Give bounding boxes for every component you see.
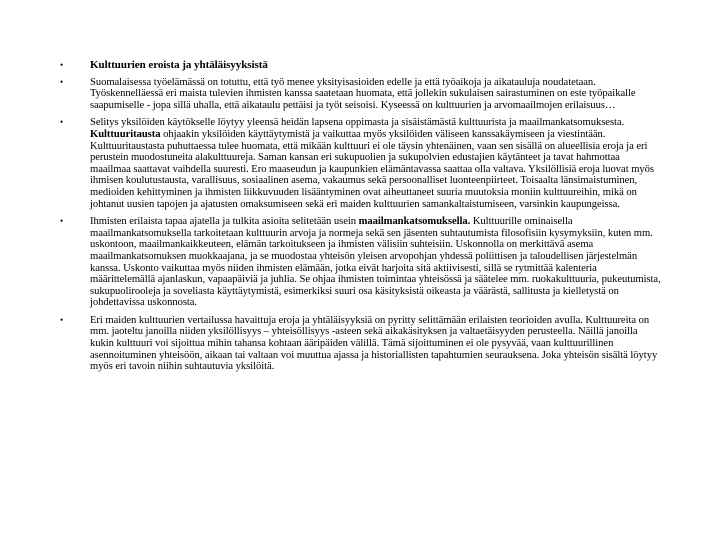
list-item bbox=[60, 315, 662, 373]
list-item bbox=[60, 60, 662, 72]
paragraph-text: ohjaakin yksilöiden käyttäytymistä ja vaikuttaa myös yksilöiden väliseen kanssakäymiseen ja viestintään. Kulttuuritaustasta puhuttaessa tulee huomata, että mikään kulttuuri ei ole täysin yhtenäinen, vaan sen sisällä on alueellisia eroja ja eri perustein muodostuneita alakulttuureja. Saman kansan eri sukupuolien ja sukupolvien edustajien käytänteet ja tavat hahmottaa maailmaa saattavat vaihdella suuresti. Ero maaseudun ja kaupunkien elämäntavassa saattaa olla valtava. Yksilöllisiä eroja luovat myös ihmisen koulutustausta, varallisuus, sosiaalinen asema, vakaumus sekä persoonalliset luonteenpiirteet. Toisaalta länsimaistuminen, medioiden kehittyminen ja ihmisten liikkuvuuden lisääntyminen ovat aiheuttaneet suuria muutoksia moniin kulttuureihin, mikä on johtanut uusien tapojen ja ajatusten omaksumiseen sekä eri maiden kulttuurien samankaltaistumiseen, varsinkin kaupungeissa. bbox=[90, 128, 654, 210]
list-item bbox=[60, 117, 662, 210]
paragraph-text: Kulttuurille ominaisella maailmankatsomuksella tarkoitetaan kulttuurin arvoja ja normeja sekä sen jäsenten suhtautumista filosofisiin kysymyksiin, kuten mm. uskontoon, maailmankaikkeuteen, elämän tarkoitukseen ja ihmisten välisiin suhteisiin. Uskonnolla on merkittävä asema maailmankatsomuksen muokkaajana, ja se muodostaa yhteisön yleisen arvopohjan yhdessä poliittisen ja taloudellisen järjestelmän kanssa. Uskonto vaikuttaa myös niiden ihmisten elämään, jotka eivät harjoita sitä aktiivisesti, sillä se rytmittää kalenteria määrittelemällä ajanlaskun, vapaapäiviä ja juhlia. Se ohjaa ihmisten toimintaa yhteisössä ja säätelee mm. ruokakulttuuria, pukeutumista, sukupuolirooleja ja soveliasta käyttäytymistä, esimerkiksi suuri osa käsityksistä oikeasta ja väärästä, sallitusta ja kielletystä on johdettavissa uskonnosta. bbox=[90, 216, 661, 309]
paragraph-text: Suomalaisessa työelämässä on totuttu, että työ menee yksityisasioiden edelle ja että työaikoja ja aikatauluja noudatetaan. Työskennelläessä eri maista tulevien ihmisten kanssa saatetaan huomata, että jollekin sukulaisen sairastuminen on este työpaikalle saapumiselle - jopa sillä uhalla, että aikataulu pettäisi ja työt seisoisi. Kyseessä on kulttuurien ja arvomaailmojen erilaisuus… bbox=[90, 76, 636, 111]
bullet-icon: • bbox=[60, 60, 64, 70]
bullet-icon: • bbox=[60, 216, 64, 227]
bullet-icon: • bbox=[60, 117, 64, 128]
bullet-list bbox=[60, 60, 662, 373]
list-item bbox=[60, 77, 662, 112]
bullet-icon: • bbox=[60, 314, 64, 325]
paragraph-text: Eri maiden kulttuurien vertailussa havaittuja eroja ja yhtäläisyyksiä on pyritty selittämään erilaisten teorioiden avulla. Kulttuureita on mm. jaoteltu janoilla niiden yksilöllisyys – yhteisöllisyys -asteen sekä aikakäsityksen ja valtaetäisyyden perusteella. Näillä janoilla kukin kulttuuri voi sijoittua mihin tahansa kohtaan ääripäiden välillä. Tämä sijoittuminen ei ole pysyvää, vaan kulttuurillinen asennoituminen yhteisöön, aikaan tai valtaan voi muuttua ajassa ja historiallisten tapahtumien seurauksena. Joka yhteisön sisältä löytyy myös eri tavoin niihin suhtautuvia yksilöitä. bbox=[90, 314, 658, 373]
paragraph-text: Ihmisten erilaista tapaa ajatella ja tulkita asioita selitetään usein bbox=[90, 216, 359, 228]
paragraph-text: Selitys yksilöiden käytökselle löytyy yleensä heidän lapsena oppimasta ja sisäistämästä kulttuurista ja maailmankatsomuksesta. bbox=[90, 117, 625, 129]
bullet-icon: • bbox=[60, 76, 64, 87]
list-item bbox=[60, 216, 662, 309]
term-kulttuuritausta: Kulttuuritausta bbox=[90, 128, 161, 140]
slide-heading: Kulttuurien eroista ja yhtäläisyyksistä bbox=[90, 59, 268, 71]
term-maailmankatsomus: maailmankatsomuksella. bbox=[358, 216, 471, 228]
